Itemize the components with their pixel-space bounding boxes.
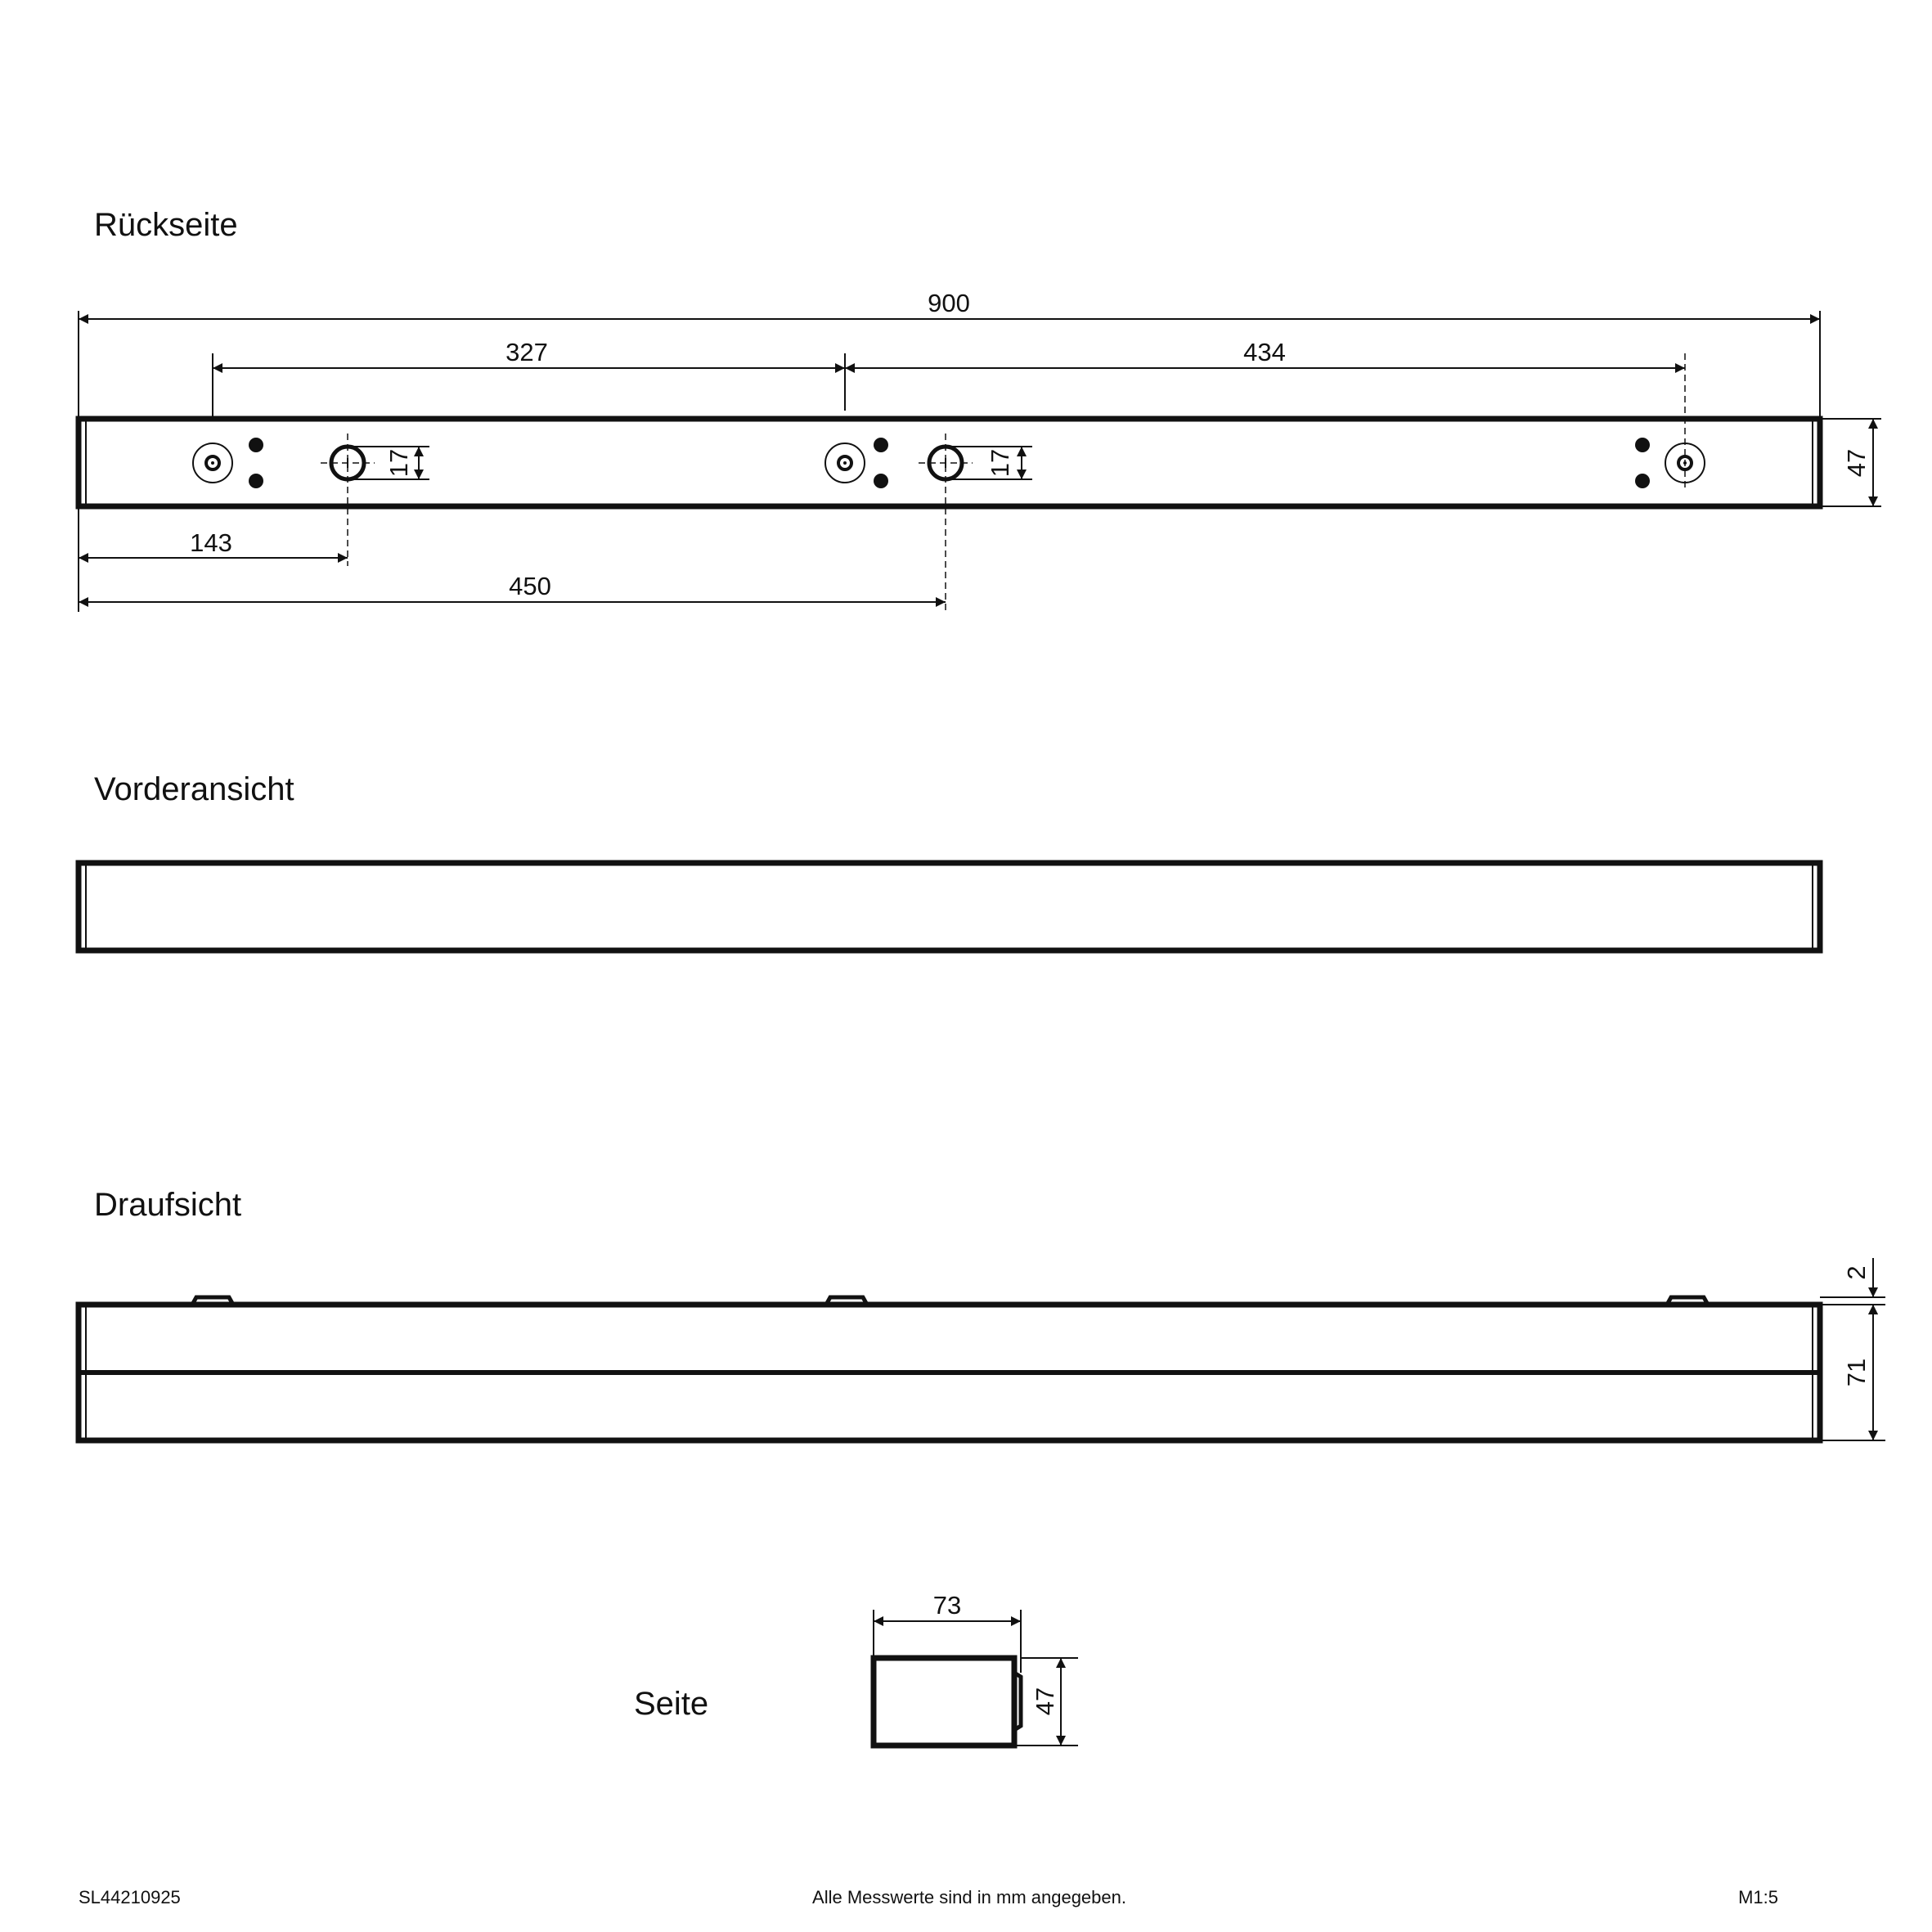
title-vorderansicht: Vorderansicht	[94, 771, 294, 807]
dim-hole-diameter-left: 17	[384, 448, 413, 478]
dim-mount-spacing-left: 327	[505, 338, 548, 366]
units-note: Alle Messwerte sind in mm angegeben.	[812, 1887, 1126, 1907]
side-body	[874, 1658, 1014, 1746]
title-draufsicht: Draufsicht	[94, 1187, 242, 1223]
view-side	[634, 1591, 1078, 1746]
dim-depth: 71	[1842, 1358, 1871, 1387]
footer	[79, 1887, 1778, 1907]
title-seite: Seite	[634, 1686, 709, 1722]
dim-mount-spacing-right: 434	[1243, 338, 1286, 366]
dim-back-height: 47	[1842, 448, 1871, 478]
scale-label: M1:5	[1738, 1887, 1778, 1907]
dim-side-height: 47	[1031, 1687, 1059, 1716]
mount-point-left	[193, 438, 263, 488]
mount-point-center	[825, 438, 888, 488]
dim-hole-diameter-center: 17	[986, 448, 1014, 478]
dim-total-length: 900	[928, 289, 970, 317]
article-number: SL44210925	[79, 1887, 181, 1907]
front-body	[79, 863, 1820, 950]
view-back	[79, 207, 1881, 612]
view-front	[79, 771, 1820, 950]
dim-bracket-height: 2	[1842, 1265, 1871, 1280]
dim-hole-center-offset: 450	[509, 572, 551, 600]
title-rueckseite: Rückseite	[94, 207, 238, 243]
dim-side-width: 73	[932, 1591, 962, 1620]
dim-hole-left-offset: 143	[190, 528, 232, 557]
view-top	[79, 1187, 1885, 1440]
cable-hole-center	[919, 447, 1032, 479]
mount-point-right	[1635, 438, 1705, 488]
back-body	[79, 419, 1820, 506]
cable-hole-left	[321, 447, 429, 479]
